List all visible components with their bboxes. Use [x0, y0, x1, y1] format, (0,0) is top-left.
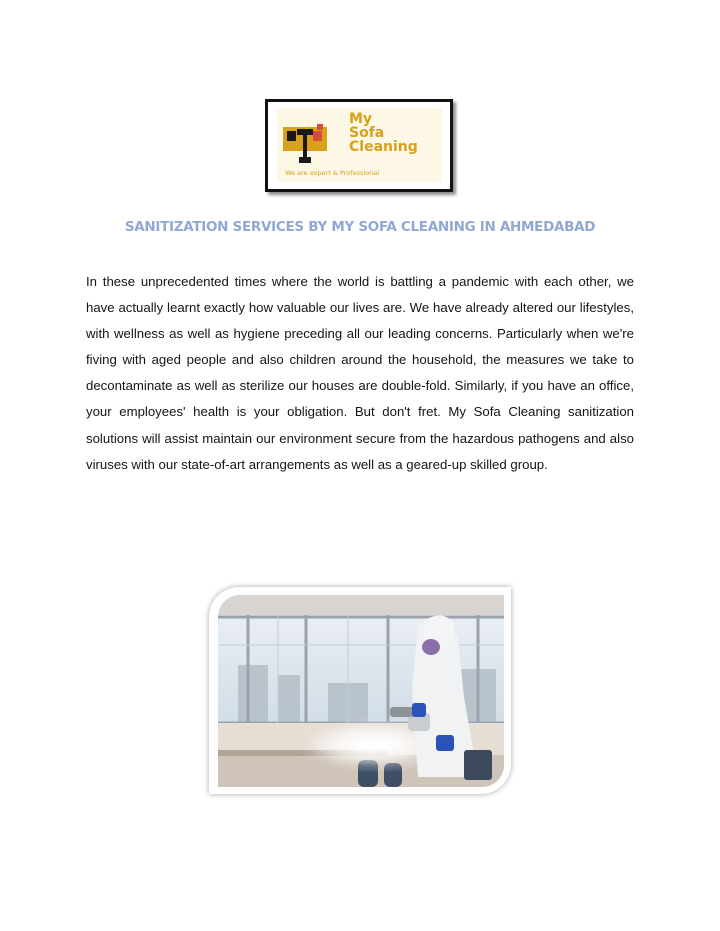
logo-tagline: We are expert & Professional — [285, 169, 380, 177]
logo — [277, 108, 442, 182]
body-paragraph: In these unprecedented times where the world is battling a pandemic with each other, we have actually learnt exactly how valuable our lives are. We have already altered our lifestyles, with wellness as well as hygiene preceding all our leading concerns. Particularly when we're fiving with aged people and also children around the household, the measures we take to decontaminate as well as sterilize our houses are double-fold. Similarly, if you have an office, your employees' health is your obligation. But don't fret. My Sofa Cleaning sanitization solutions will assist maintain our environment secure from the hazardous pathogens and also viruses with our state-of-art arrangements as well as a geared-up skilled group. — [86, 274, 634, 472]
sanitization-photo — [218, 595, 504, 787]
logo-frame — [265, 99, 453, 192]
page-title: SANITIZATION SERVICES BY MY SOFA CLEANING IN AHMEDABAD — [124, 219, 596, 235]
logo-line-3: Cleaning — [349, 139, 418, 155]
logo-wordmark — [349, 112, 418, 154]
photo-frame — [209, 587, 511, 794]
sofa-paint-roller-icon — [281, 119, 333, 165]
logo-line-2: Sofa — [349, 125, 385, 141]
logo-line-1: My — [349, 111, 373, 127]
